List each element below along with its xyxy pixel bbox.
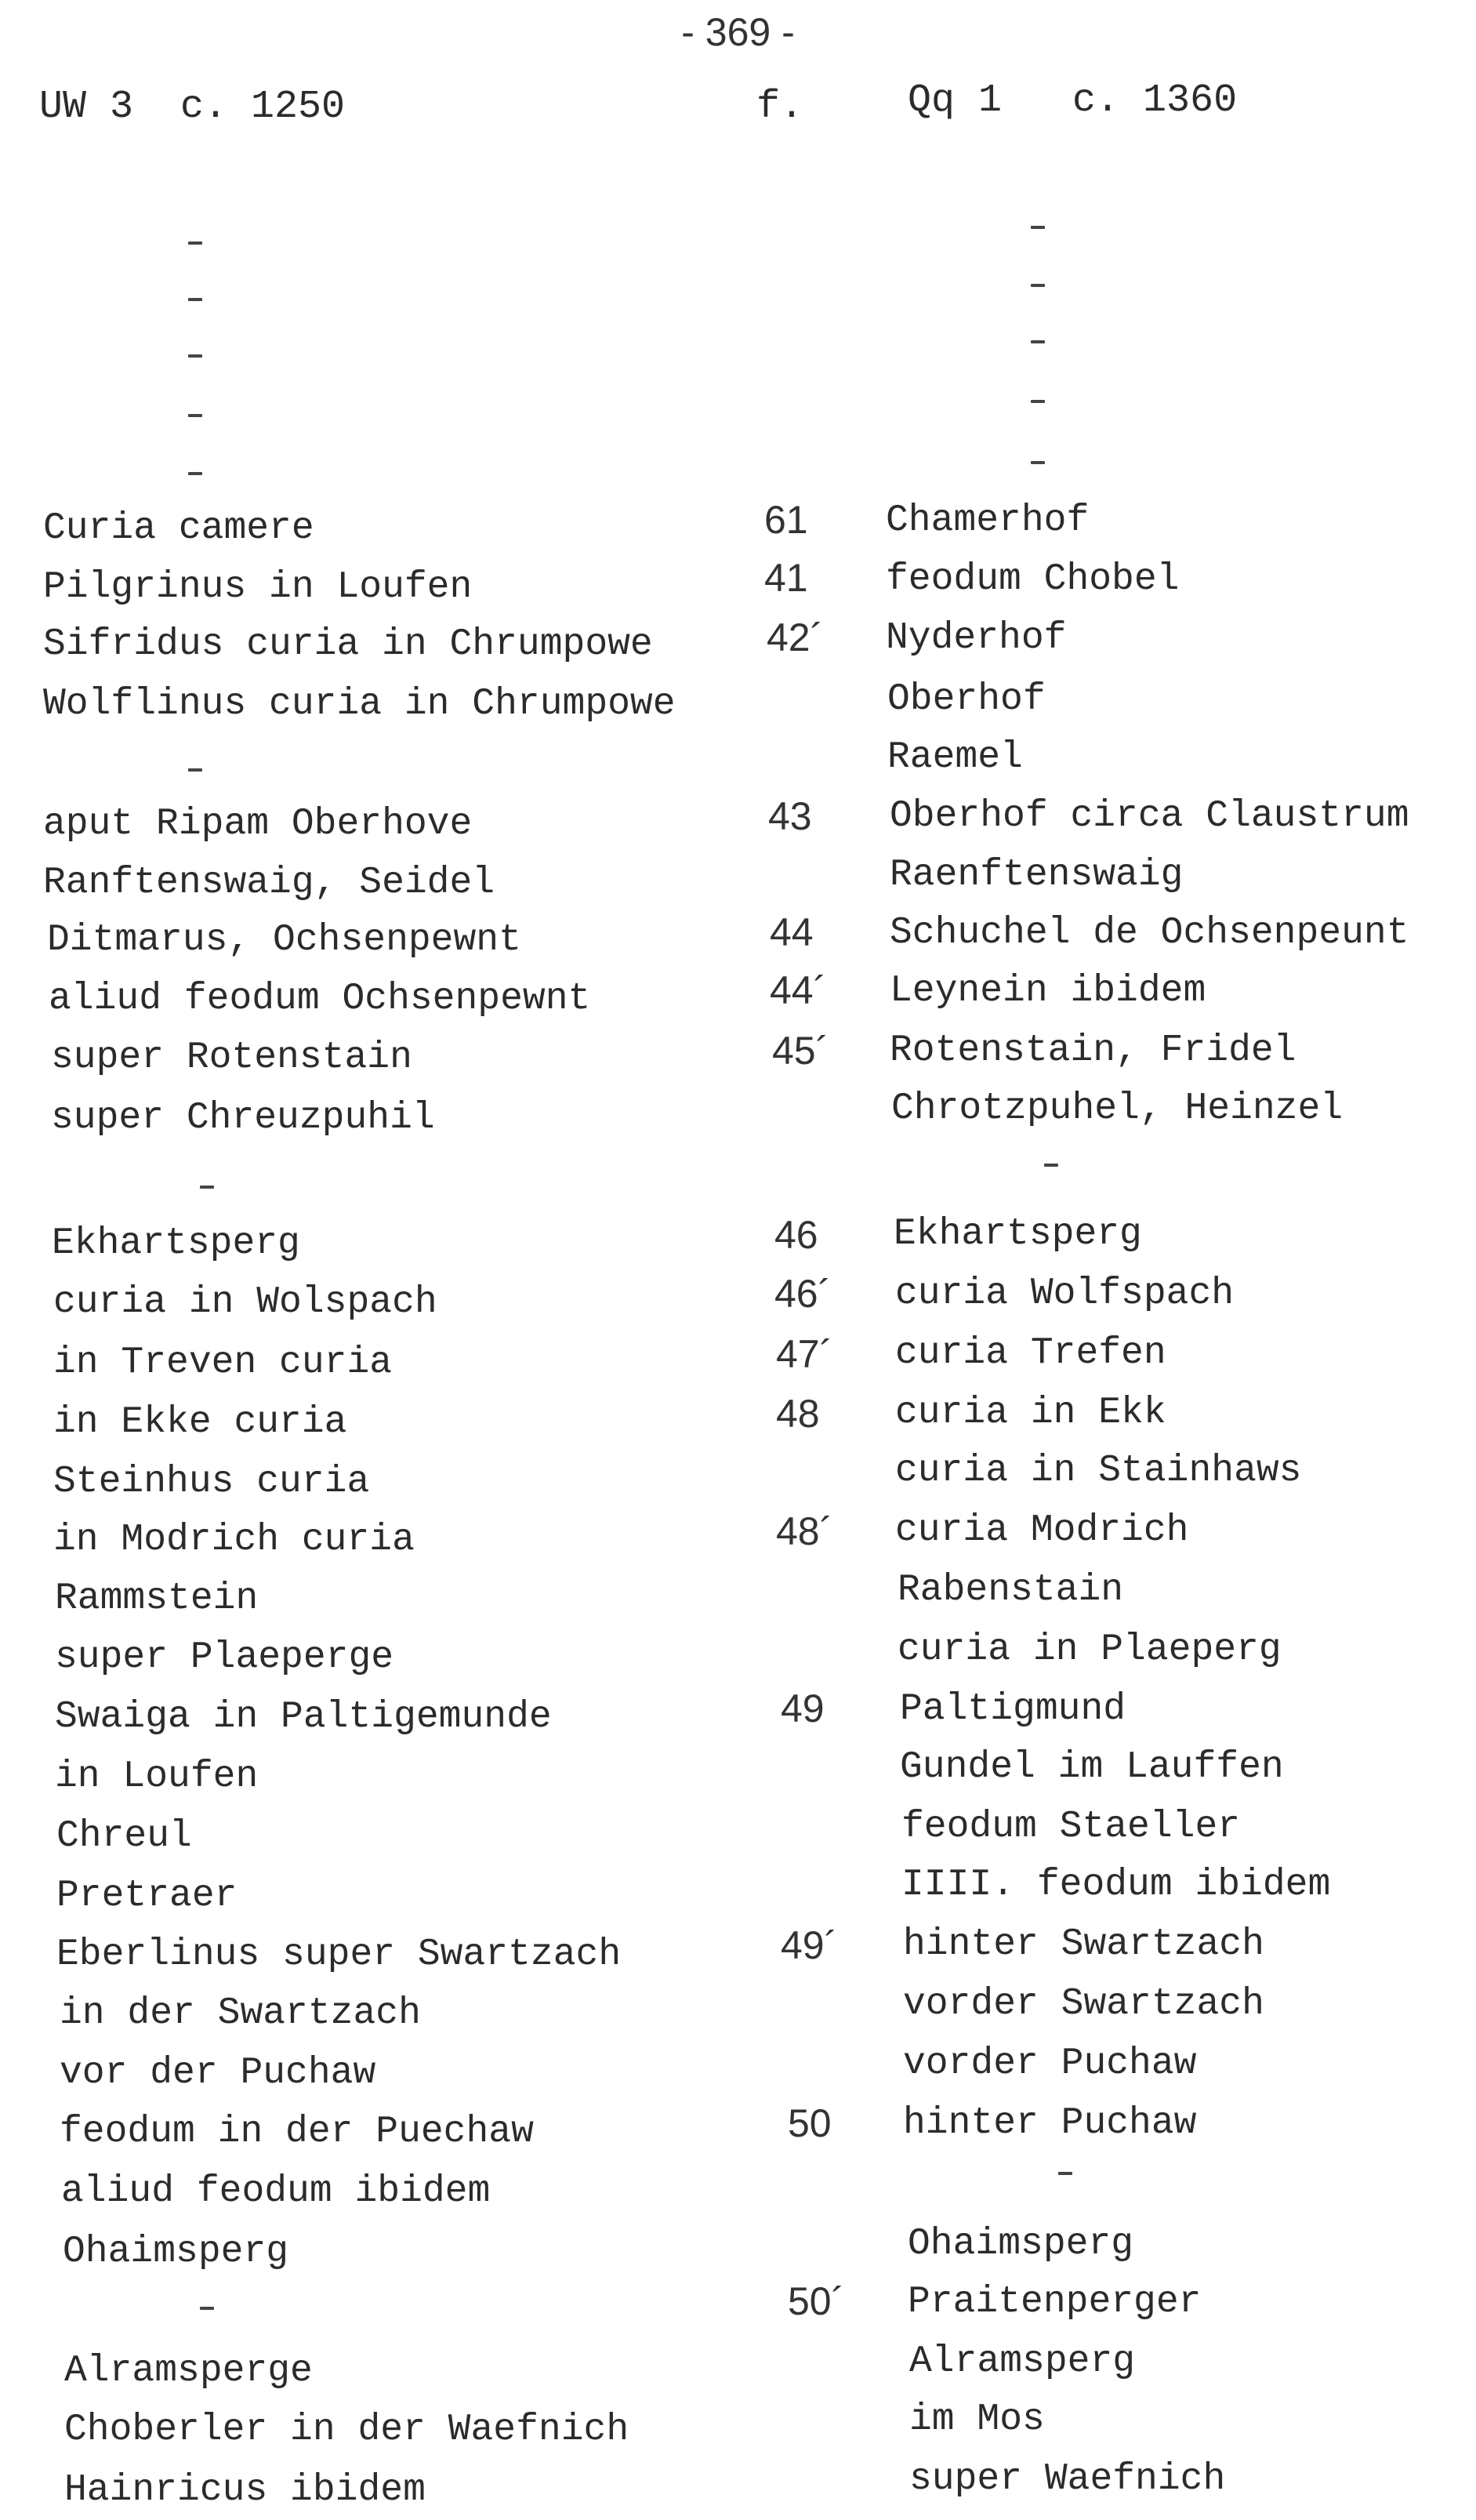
left-entry: Wolflinus curia in Chrumpowe: [43, 683, 676, 725]
omission-dash: [188, 768, 202, 772]
folio-number: 48: [776, 1392, 820, 1436]
folio-number: 50´: [788, 2279, 845, 2323]
right-entry: feodum Staeller: [901, 1806, 1241, 1848]
folio-number: 49´: [781, 1923, 838, 1967]
right-entry: IIII. feodum ibidem: [901, 1864, 1331, 1906]
left-entry: Choberler in der Waefnich: [64, 2409, 629, 2451]
right-entry: im Mos: [909, 2398, 1045, 2441]
right-entry: vorder Swartzach: [903, 1983, 1264, 2025]
left-entry: Ditmarus, Ochsenpewnt: [47, 919, 521, 961]
left-entry: in Ekke curia: [53, 1401, 347, 1443]
right-entry: Praitenperger: [908, 2281, 1202, 2323]
omission-dash: [1031, 400, 1045, 403]
left-entry: Ranftenswaig, Seidel: [43, 862, 495, 904]
right-entry: Oberhof: [887, 678, 1046, 721]
folio-number: 50: [788, 2101, 832, 2145]
omission-dash: [188, 298, 202, 301]
right-entry: Alramsperg: [909, 2340, 1136, 2383]
omission-dash: [188, 472, 202, 475]
right-entry: curia Modrich: [895, 1509, 1189, 1552]
left-entry: Curia camere: [43, 507, 314, 550]
folio-number: 46´: [774, 1272, 832, 1316]
right-entry: Leynein ibidem: [890, 970, 1206, 1012]
folio-number: 46: [774, 1213, 818, 1257]
left-source-header: UW 3 c. 1250: [39, 85, 346, 129]
left-entry: vor der Puchaw: [60, 2052, 376, 2094]
right-entry: feodum Chobel: [886, 558, 1180, 601]
right-entry: hinter Swartzach: [903, 1923, 1264, 1966]
left-entry: in Modrich curia: [53, 1519, 415, 1561]
right-entry: Ekhartsperg: [894, 1213, 1142, 1255]
left-entry: Ekhartsperg: [52, 1222, 300, 1265]
left-entry: Hainricus ibidem: [64, 2469, 426, 2511]
folio-number: 43: [768, 794, 812, 838]
left-entry: aliud feodum ibidem: [61, 2170, 491, 2213]
right-entry: Schuchel de Ochsenpeunt: [890, 912, 1409, 954]
left-entry: in der Swartzach: [60, 1992, 421, 2035]
folio-number: 49: [781, 1687, 825, 1730]
left-entry: Steinhus curia: [53, 1461, 370, 1503]
left-entry: curia in Wolspach: [53, 1281, 437, 1324]
right-entry: vorder Puchaw: [903, 2043, 1197, 2085]
right-entry: Rabenstain: [898, 1569, 1124, 1611]
omission-dash: [200, 2307, 214, 2310]
right-entry: curia Wolfspach: [895, 1273, 1235, 1315]
left-entry: super Plaeperge: [55, 1636, 394, 1679]
right-entry: Ohaimsperg: [908, 2223, 1134, 2265]
folio-number: 61: [764, 498, 808, 542]
right-entry: Raemel: [887, 736, 1023, 779]
right-entry: Rotenstain, Fridel: [890, 1029, 1296, 1072]
omission-dash: [188, 354, 202, 358]
folio-number: 44´: [770, 968, 827, 1012]
right-entry: Nyderhof: [886, 617, 1067, 659]
column-marker: f.: [756, 85, 804, 129]
right-entry: hinter Puchaw: [903, 2102, 1197, 2144]
omission-dash: [1044, 1164, 1058, 1167]
left-entry: Ohaimsperg: [63, 2231, 289, 2273]
omission-dash: [1058, 2172, 1072, 2175]
omission-dash: [200, 1186, 214, 1189]
left-entry: Chreul: [56, 1815, 192, 1857]
left-entry: Pretraer: [56, 1875, 238, 1917]
page-number: - 369 -: [681, 10, 795, 54]
left-entry: Rammstein: [55, 1578, 259, 1620]
left-entry: super Rotenstain: [51, 1037, 412, 1079]
omission-dash: [1031, 284, 1045, 287]
right-source-header: Qq 1 c. 1360: [908, 78, 1238, 123]
folio-number: 47´: [776, 1332, 833, 1376]
folio-number: 44: [770, 910, 814, 954]
left-entry: in Loufen: [55, 1756, 259, 1798]
right-entry: curia in Plaeperg: [898, 1629, 1282, 1671]
right-entry: Paltigmund: [900, 1688, 1126, 1730]
left-entry: aliud feodum Ochsenpewnt: [49, 978, 591, 1020]
left-entry: Eberlinus super Swartzach: [56, 1934, 622, 1976]
right-entry: curia in Ekk: [895, 1392, 1166, 1434]
omission-dash: [188, 241, 202, 245]
right-entry: Chrotzpuhel, Heinzel: [891, 1088, 1344, 1130]
omission-dash: [188, 414, 202, 417]
right-entry: Chamerhof: [886, 499, 1090, 542]
right-entry: Raenftenswaig: [890, 854, 1184, 896]
folio-number: 41: [764, 556, 808, 600]
left-entry: super Chreuzpuhil: [51, 1097, 435, 1139]
left-entry: Swaiga in Paltigemunde: [55, 1696, 552, 1738]
left-entry: Alramsperge: [64, 2350, 313, 2392]
omission-dash: [1031, 461, 1045, 464]
right-entry: curia Trefen: [895, 1332, 1166, 1374]
right-entry: super Waefnich: [909, 2458, 1226, 2500]
left-entry: Pilgrinus in Loufen: [43, 566, 473, 608]
right-entry: Gundel im Lauffen: [900, 1746, 1284, 1788]
right-entry: Oberhof circa Claustrum: [890, 795, 1409, 837]
folio-number: 48´: [776, 1509, 833, 1553]
right-entry: curia in Stainhaws: [895, 1450, 1302, 1492]
left-entry: aput Ripam Oberhove: [43, 803, 473, 845]
folio-number: 42´: [767, 615, 824, 659]
omission-dash: [1031, 340, 1045, 343]
left-entry: in Treven curia: [53, 1342, 393, 1384]
left-entry: Sifridus curia in Chrumpowe: [43, 623, 653, 666]
omission-dash: [1031, 226, 1045, 229]
folio-number: 45´: [772, 1029, 829, 1073]
left-entry: feodum in der Puechaw: [60, 2111, 534, 2153]
